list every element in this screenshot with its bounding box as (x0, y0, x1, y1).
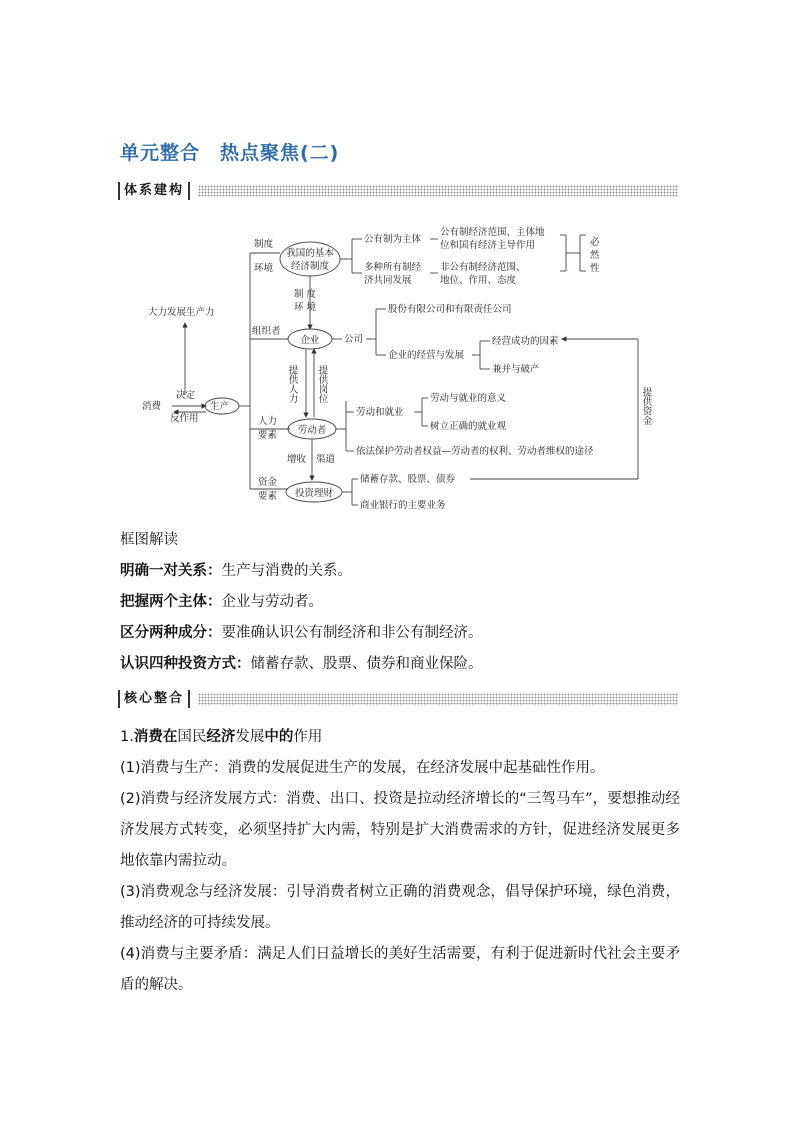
organizer-label: 组织者 (252, 326, 281, 337)
savings-label: 储蓄存款、股票、债券 (360, 474, 456, 485)
page-title: 单元整合 热点聚焦(二) (120, 142, 340, 164)
zhidu-label-1: 制度 (254, 239, 274, 250)
bank-label: 商业银行的主要业务 (360, 500, 446, 511)
success-factor-label: 经营成功的因素 (492, 336, 559, 347)
produce-label: 生产 (210, 401, 230, 412)
public-desc-1: 公有制经济范围、主体地 (440, 227, 545, 238)
channel-label: 渠道 (316, 454, 336, 465)
public-desc-2: 位和国有经济主导作用 (440, 240, 536, 251)
merge-label: 兼并与破产 (492, 364, 540, 375)
core-paragraph-1: (1)消费与生产：消费的发展促进生产的发展，在经济发展中起基础性作用。 (120, 760, 605, 776)
bi-label: 必 (590, 237, 600, 248)
joint-company-label: 股份有限公司和有限责任公司 (388, 304, 512, 315)
core-paragraph-3: (3)消费观念与经济发展：引导消费者树立正确的消费观念，倡导保护环境，绿色消费，推动经济的可持续发展。 (120, 884, 680, 931)
dotted-rule (198, 185, 678, 197)
zhidu2-label-2: 环 境 (294, 302, 317, 313)
emp-view-label: 树立正确的就业观 (430, 421, 507, 432)
renli-label-2: 要素 (258, 430, 278, 441)
section-label: 核心整合 (118, 690, 190, 708)
xing-label: 性 (590, 263, 600, 274)
core-heading: 1.消费在国民经济发展中的作用 (120, 729, 323, 745)
core-paragraph-2: (2)消费与经济发展方式：消费、出口、投资是拉动经济增长的“三驾马车”，要想推动经济发展方式转变，必须坚持扩大内需，特别是扩大消费需求的方针，促进经济发展更多地依靠内需拉动。 (120, 791, 680, 869)
interp-line-3: 区分两种成分：要准确认识公有制经济和非公有制经济。 (120, 625, 483, 641)
basic-system-label-2: 经济制度 (290, 261, 330, 272)
react-label: 反作用 (170, 413, 199, 424)
zhidu-label-2: 环境 (254, 263, 274, 274)
interp-line-4: 认识四种投资方式：储蓄存款、股票、债券和商业保险。 (120, 656, 483, 672)
multi-own-2: 济共同发展 (364, 275, 412, 286)
zijin-label-2: 要素 (258, 491, 278, 502)
enterprise-label: 企业 (300, 335, 320, 346)
section-label: 体系建构 (118, 182, 190, 200)
emp-meaning-label: 劳动与就业的意义 (430, 393, 507, 404)
provide-manpower-vertical: 提供人力 (286, 365, 298, 403)
nonpublic-desc-2: 地位、作用、态度 (440, 275, 517, 286)
interp-heading: 框图解读 (120, 532, 178, 548)
interp-line-1: 明确一对关系：生产与消费的关系。 (120, 563, 352, 579)
worker-label: 劳动者 (297, 425, 327, 436)
interp-line-2: 把握两个主体：企业与劳动者。 (120, 594, 323, 610)
concept-diagram (130, 205, 650, 515)
income-label: 增收 (287, 454, 307, 465)
company-label: 公司 (344, 334, 364, 345)
zijin-label-1: 资金 (258, 477, 278, 488)
section-header-core (118, 690, 678, 708)
renli-label-1: 人力 (258, 416, 278, 427)
decide-label: 决定 (176, 390, 196, 401)
consume-label: 消费 (142, 401, 162, 412)
invest-label: 投资理财 (294, 488, 334, 499)
core-block (120, 722, 680, 1001)
basic-system-label-1: 我国的基本 (286, 248, 334, 259)
operation-label: 企业的经营与发展 (388, 350, 465, 361)
interpretation-block (120, 525, 680, 680)
productivity-label: 大力发展生产力 (148, 307, 215, 318)
section-header-system (118, 182, 678, 200)
core-paragraph-4: (4)消费与主要矛盾：满足人们日益增长的美好生活需要，有利于促进新时代社会主要矛盾的解决。 (120, 946, 680, 993)
provide-capital-vertical: 提供资金 (640, 387, 652, 425)
public-main-label: 公有制为主体 (364, 234, 422, 245)
nonpublic-desc-1: 非公有制经济范围、 (440, 262, 526, 273)
ran-label: 然 (590, 250, 600, 261)
provide-job-vertical: 提供岗位 (316, 365, 328, 403)
rights-label: 依法保护劳动者权益—劳动者的权利、劳动者维权的途径 (356, 446, 594, 457)
employment-label: 劳动和就业 (356, 407, 404, 418)
multi-own-1: 多种所有制经 (364, 262, 422, 273)
dotted-rule (198, 693, 678, 705)
zhidu2-label-1: 制 度 (294, 289, 317, 300)
